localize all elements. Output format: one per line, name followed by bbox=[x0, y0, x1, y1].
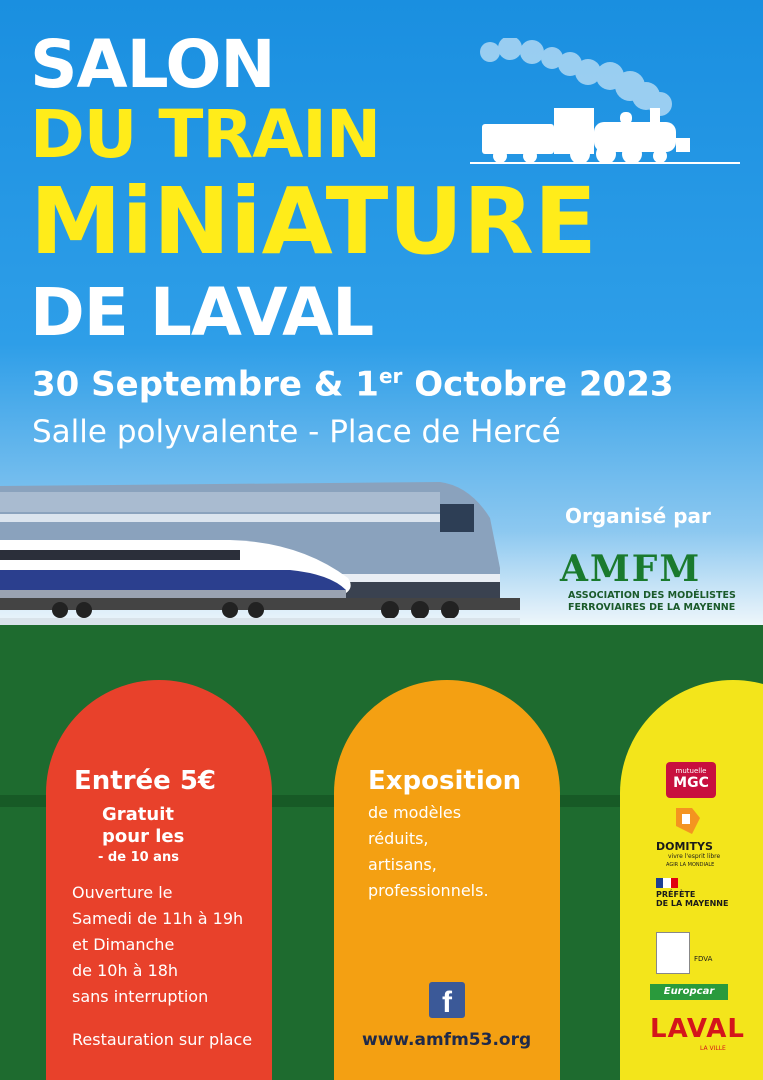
ministry-logo bbox=[656, 932, 690, 974]
event-venue: Salle polyvalente - Place de Hercé bbox=[32, 414, 561, 450]
mgc-small-text: mutuelle bbox=[675, 767, 707, 775]
for-label: pour les bbox=[102, 826, 185, 847]
dates-part2: Octobre 2023 bbox=[402, 364, 674, 405]
prefete-text-2: DE LA MAYENNE bbox=[656, 899, 729, 908]
mgc-logo bbox=[666, 762, 716, 798]
french-flag-icon bbox=[656, 878, 678, 888]
hours-line: Samedi de 11h à 19h bbox=[72, 909, 244, 928]
title-line-salon: SALON bbox=[30, 26, 275, 103]
agir-text: AGIR LA MONDIALE bbox=[666, 862, 715, 868]
facebook-icon[interactable]: f bbox=[429, 982, 465, 1018]
amfm-logo-subtitle-1: ASSOCIATION DES MODÉLISTES bbox=[568, 590, 736, 601]
exposition-description bbox=[368, 800, 489, 904]
opening-hours bbox=[72, 880, 243, 1010]
trains-illustration bbox=[0, 478, 520, 626]
europcar-logo: Europcar bbox=[650, 984, 728, 1000]
entry-price: Entrée 5€ bbox=[74, 766, 217, 796]
amfm-logo-subtitle-2: FERROVIAIRES DE LA MAYENNE bbox=[568, 602, 736, 613]
hours-line: de 10h à 18h bbox=[72, 961, 179, 980]
fdva-text: FDVA bbox=[694, 955, 713, 963]
title-line-du-train: DU TRAIN bbox=[30, 96, 381, 173]
dates-superscript: er bbox=[378, 364, 403, 388]
mgc-text: MGC bbox=[673, 775, 709, 791]
hours-line: sans interruption bbox=[72, 987, 209, 1006]
title-line-de-laval: DE LAVAL bbox=[30, 274, 374, 351]
dates-part1: 30 Septembre & 1 bbox=[32, 364, 379, 405]
expo-line: de modèles bbox=[368, 803, 462, 822]
steam-locomotive-silhouette bbox=[470, 38, 740, 170]
title-line-miniature: MiNiATURE bbox=[30, 168, 597, 275]
expo-line: réduits, bbox=[368, 829, 429, 848]
age-label: - de 10 ans bbox=[98, 850, 179, 865]
expo-line: professionnels. bbox=[368, 881, 489, 900]
amfm-logo bbox=[560, 540, 736, 622]
free-label: Gratuit bbox=[102, 804, 174, 825]
expo-line: artisans, bbox=[368, 855, 437, 874]
domitys-emblem-icon bbox=[672, 806, 702, 836]
domitys-tagline: vivre l'esprit libre bbox=[668, 853, 721, 860]
organized-by-label: Organisé par bbox=[565, 504, 711, 528]
prefete-text-1: PRÉFÈTE bbox=[656, 890, 696, 899]
website-link[interactable]: www.amfm53.org bbox=[362, 1030, 532, 1050]
food-label: Restauration sur place bbox=[72, 1030, 253, 1049]
laval-logo: LAVAL bbox=[650, 1014, 745, 1044]
hours-line: Ouverture le bbox=[72, 883, 173, 902]
domitys-logo-text: DOMITYS bbox=[656, 840, 713, 853]
hours-line: et Dimanche bbox=[72, 935, 175, 954]
laval-ville-text: LA VILLE bbox=[700, 1045, 726, 1052]
amfm-logo-text: AMFM bbox=[560, 548, 702, 590]
event-dates bbox=[32, 364, 674, 404]
exposition-title: Exposition bbox=[368, 766, 522, 796]
